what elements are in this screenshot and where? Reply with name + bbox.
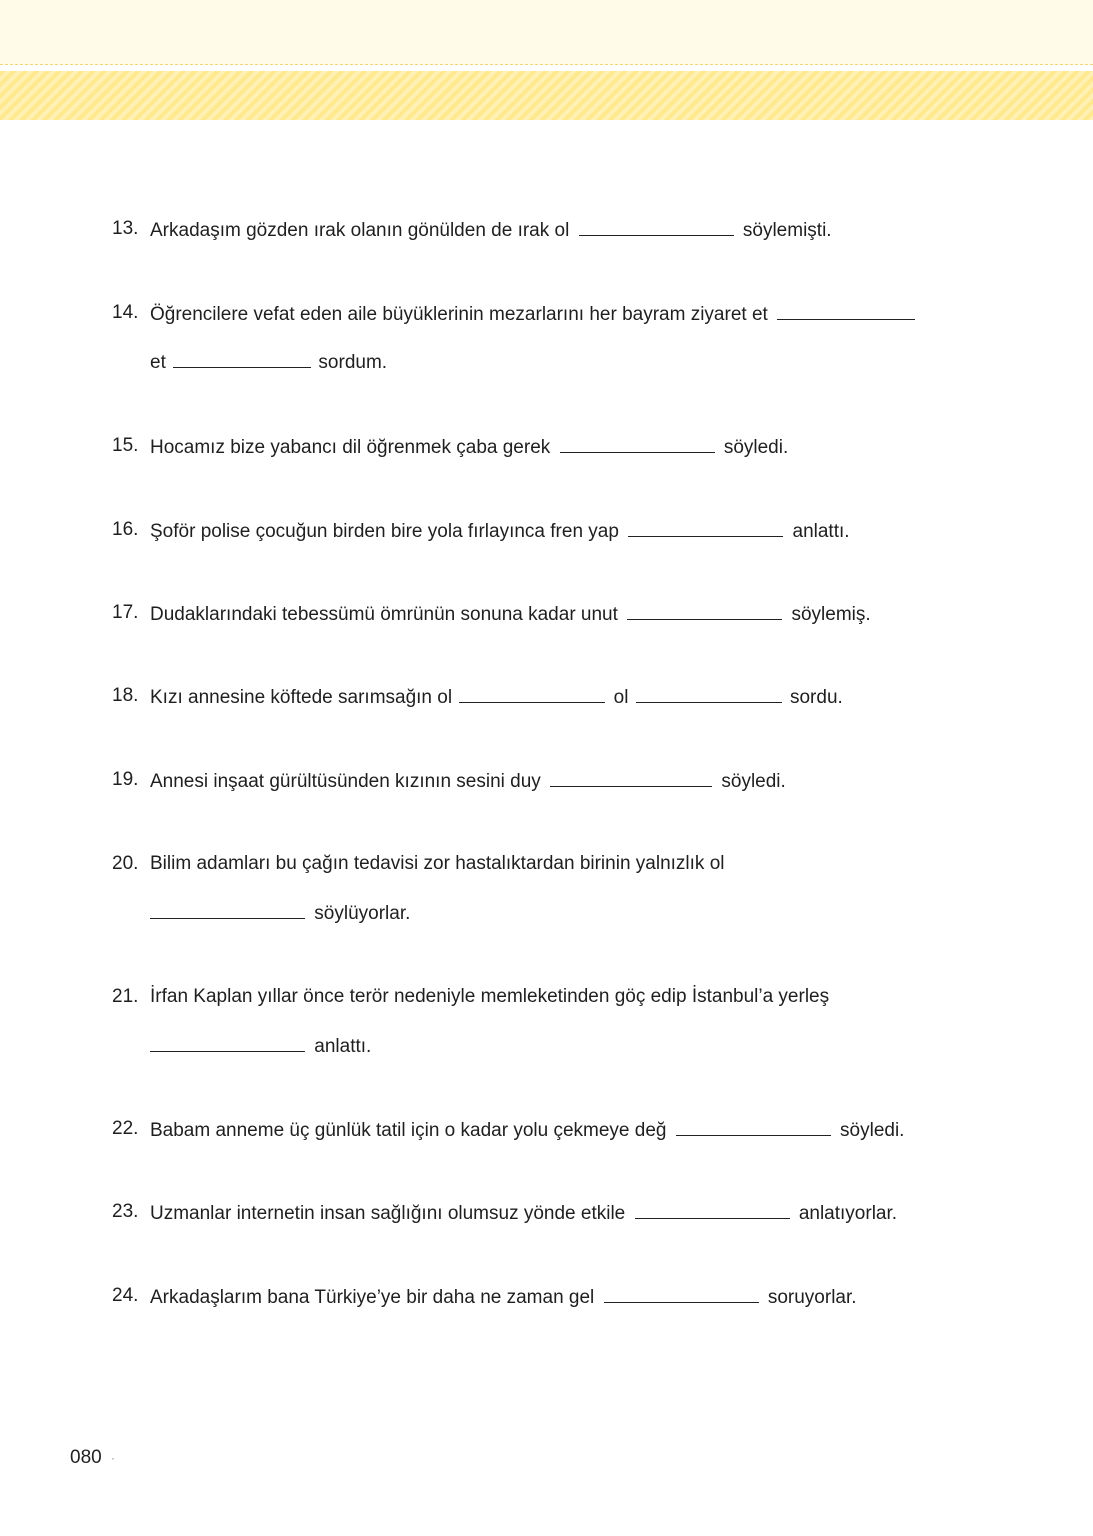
exercise-text: soruyorlar. [767, 1287, 857, 1308]
exercise-number: 19. [112, 769, 139, 790]
exercise-text: anlattı. [792, 521, 850, 542]
exercise-text: Arkadaşlarım bana Türkiye’ye bir daha ne zaman gel [150, 1287, 595, 1308]
answer-blank[interactable] [173, 347, 311, 368]
exercise-text: sordu. [789, 687, 843, 708]
answer-blank[interactable] [579, 215, 734, 236]
exercise-line [150, 599, 871, 629]
exercise-line [150, 215, 832, 245]
answer-blank[interactable] [150, 898, 305, 919]
exercise-number: 14. [112, 302, 139, 323]
exercise-number: 18. [112, 685, 139, 706]
page-number: 080 [70, 1447, 102, 1468]
exercise-number: 17. [112, 602, 139, 623]
exercise-line [150, 299, 919, 329]
exercise-line [150, 983, 829, 1011]
exercise-line [150, 898, 410, 928]
exercise-text: söyledi. [721, 771, 786, 792]
answer-blank[interactable] [150, 1031, 305, 1052]
exercise-number: 21. [112, 986, 139, 1007]
answer-blank[interactable] [636, 682, 782, 703]
exercise-line [150, 1198, 897, 1228]
exercise-text: Annesi inşaat gürültüsünden kızının sesini duy [150, 771, 541, 792]
exercise-number: 23. [112, 1201, 139, 1222]
exercise-number: 24. [112, 1285, 139, 1306]
exercise-text: Bilim adamları bu çağın tedavisi zor hastalıktardan birinin yalnızlık ol [150, 853, 725, 874]
exercise-text: söylemiş. [791, 604, 871, 625]
exercise-text: anlatıyorlar. [798, 1203, 898, 1224]
exercise-text: söyledi. [840, 1120, 905, 1141]
exercise-line [150, 850, 725, 878]
exercise-line [150, 516, 850, 546]
answer-blank[interactable] [560, 432, 715, 453]
page-marker: · [111, 1451, 115, 1465]
exercise-number: 16. [112, 519, 139, 540]
exercise-line [150, 1115, 904, 1145]
exercise-text: Kızı annesine köftede sarımsağın ol [150, 687, 453, 708]
exercise-text: söylüyorlar. [314, 903, 411, 924]
exercise-number: 20. [112, 853, 139, 874]
exercise-text: Uzmanlar internetin insan sağlığını olumsuz yönde etkile [150, 1203, 626, 1224]
exercise-text: söyledi. [723, 437, 789, 458]
exercise-text: anlattı. [314, 1036, 372, 1057]
exercise-text: sordum. [318, 352, 388, 373]
answer-blank[interactable] [635, 1198, 790, 1219]
exercise-line [150, 1282, 857, 1312]
answer-blank[interactable] [628, 516, 783, 537]
answer-blank[interactable] [627, 599, 782, 620]
answer-blank[interactable] [459, 682, 605, 703]
answer-blank[interactable] [777, 299, 915, 320]
exercise-text: Öğrencilere vefat eden aile büyüklerinin mezarlarını her bayram ziyaret et [150, 304, 768, 325]
exercise-text: Dudaklarındaki tebessümü ömrünün sonuna kadar unut [150, 604, 618, 625]
exercise-text: söylemişti. [742, 220, 832, 241]
exercise-number: 13. [112, 218, 139, 239]
exercise-line [150, 766, 786, 796]
exercise-number: 22. [112, 1118, 139, 1139]
answer-blank[interactable] [604, 1282, 759, 1303]
answer-blank[interactable] [550, 766, 712, 787]
exercise-line [150, 432, 788, 462]
exercise-line [150, 347, 387, 377]
answer-blank[interactable] [676, 1115, 831, 1136]
exercise-text: Babam anneme üç günlük tatil için o kadar yolu çekmeye değ [150, 1120, 667, 1141]
exercise-line [150, 682, 843, 712]
exercise-text: Şoför polise çocuğun birden bire yola fırlayınca fren yap [150, 521, 619, 542]
exercise-text: Arkadaşım gözden ırak olanın gönülden de ırak ol [150, 220, 570, 241]
exercise-line [150, 1031, 371, 1061]
exercise-text: et [150, 352, 166, 373]
exercise-text: İrfan Kaplan yıllar önce terör nedeniyle memleketinden göç edip İstanbul’a yerleş [150, 986, 830, 1007]
exercise-text: Hocamız bize yabancı dil öğrenmek çaba gerek [150, 437, 551, 458]
exercise-text: ol [613, 687, 629, 708]
exercise-number: 15. [112, 435, 139, 456]
